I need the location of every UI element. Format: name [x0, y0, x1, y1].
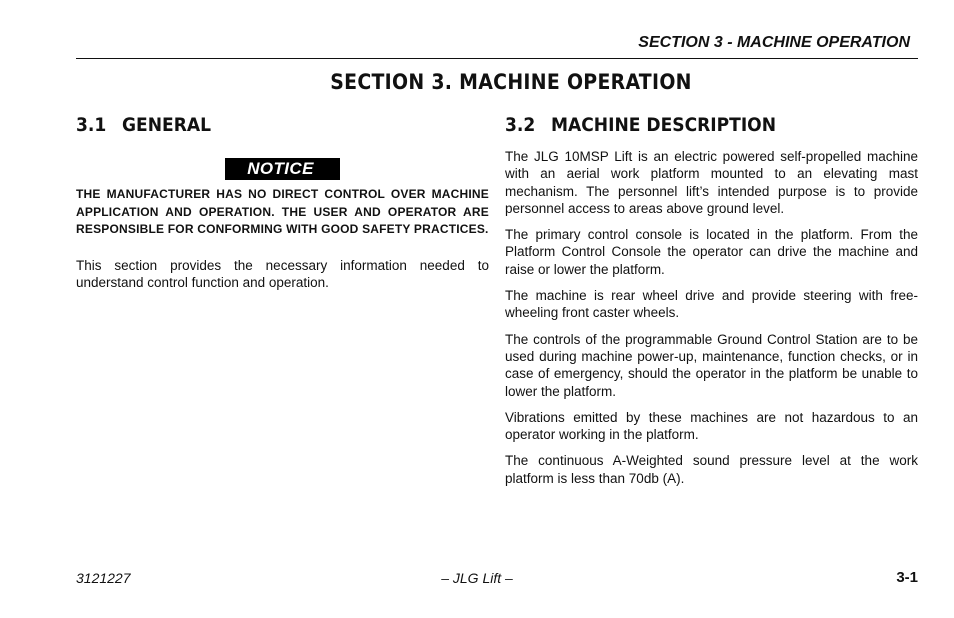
notice-text: THE MANUFACTURER HAS NO DIRECT CONTROL OVER MACHINE APPLICATION AND OPERATION. THE USER AND OPERATOR ARE RESPONSIBLE FOR CONFORMING WITH GOOD SAFETY PRACTICES. [76, 187, 489, 236]
left-column [76, 114, 489, 300]
section-heading-machine-description [505, 114, 918, 136]
general-paragraph: This section provides the necessary information needed to understand control function and operation. [76, 257, 489, 290]
section-heading-general [76, 114, 489, 136]
description-paragraph: The primary control console is located in the platform. From the Platform Control Console the operator can drive the machine and raise or lower the platform. [505, 227, 918, 277]
heading-text: MACHINE DESCRIPTION [551, 114, 777, 136]
footer-center-text: – JLG Lift – [441, 570, 513, 586]
description-paragraph: The controls of the programmable Ground Control Station are to be used during machine power-up, maintenance, function checks, or in case of emergency, should the operator in the platform be unable to lower the platform. [505, 331, 918, 399]
heading-number: 3.1 [76, 114, 107, 136]
description-paragraph: Vibrations emitted by these machines are not hazardous to an operator working in the platform. [505, 409, 918, 443]
description-paragraph: The JLG 10MSP Lift is an electric powered self-propelled machine with an aerial work platform mounted to an elevating mast mechanism. The personnel lift’s intended purpose is to provide personnel access to areas above ground level. [505, 149, 918, 216]
page-title: SECTION 3. MACHINE OPERATION [330, 70, 692, 94]
notice-badge: NOTICE [225, 158, 340, 180]
heading-number: 3.2 [505, 114, 536, 136]
description-paragraph: The continuous A-Weighted sound pressure level at the work platform is less than 70db (A). [505, 453, 918, 486]
heading-text: GENERAL [122, 114, 211, 136]
header-rule [76, 58, 918, 59]
notice-label-wrap [76, 158, 489, 180]
description-paragraph: The machine is rear wheel drive and provide steering with free-wheeling front caster wheels. [505, 288, 918, 321]
right-column [505, 114, 918, 496]
footer-page-number: 3-1 [896, 569, 918, 586]
running-header: SECTION 3 - MACHINE OPERATION [638, 34, 910, 51]
footer-doc-number: 3121227 [76, 570, 131, 586]
